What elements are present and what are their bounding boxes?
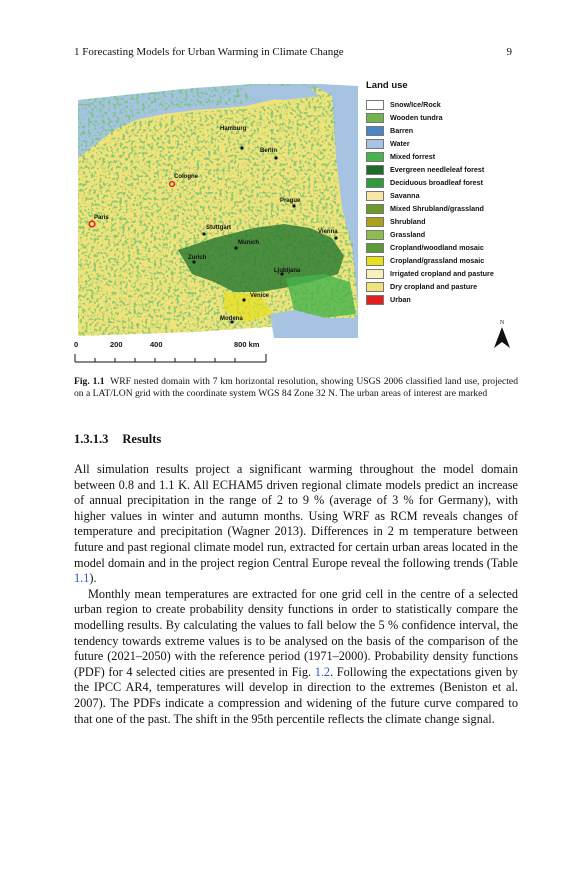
paragraph <box>74 587 518 727</box>
scale-label: 200 <box>110 340 123 349</box>
legend-title: Land use <box>366 80 408 91</box>
legend-item <box>366 254 526 267</box>
city-label: Modena <box>220 316 243 322</box>
section-title: Results <box>122 432 162 446</box>
paragraph-text: ). <box>89 571 97 586</box>
legend-swatch <box>366 282 384 292</box>
city-label: Zurich <box>188 255 207 261</box>
legend-label: Snow/Ice/Rock <box>390 100 441 109</box>
legend-swatch <box>366 204 384 214</box>
north-label: N <box>499 320 505 326</box>
city-label: Ljubljana <box>274 268 301 274</box>
legend-item <box>366 228 526 241</box>
legend-label: Evergreen needleleaf forest <box>390 165 485 174</box>
legend-label: Urban <box>390 295 411 304</box>
legend-swatch <box>366 139 384 149</box>
legend-swatch <box>366 152 384 162</box>
figure-1-1 <box>74 78 524 370</box>
legend-item <box>366 202 526 215</box>
city-label: Vienna <box>318 229 338 235</box>
page-number: 9 <box>506 46 512 58</box>
legend-swatch <box>366 217 384 227</box>
legend-label: Cropland/woodland mosaic <box>390 243 484 252</box>
legend-label: Deciduous broadleaf forest <box>390 178 484 187</box>
legend-item <box>366 124 526 137</box>
scale-bar <box>74 340 274 368</box>
legend-swatch <box>366 230 384 240</box>
legend-item <box>366 163 526 176</box>
city-label: Hamburg <box>220 126 247 132</box>
figure-caption <box>74 376 518 400</box>
scale-label: 0 <box>74 340 79 349</box>
legend-label: Wooden tundra <box>390 113 443 122</box>
legend-swatch <box>366 113 384 123</box>
legend-item <box>366 241 526 254</box>
legend-swatch <box>366 256 384 266</box>
running-header <box>74 46 512 60</box>
legend-item <box>366 111 526 124</box>
legend-item <box>366 150 526 163</box>
legend-swatch <box>366 178 384 188</box>
city-label: Prague <box>280 198 301 204</box>
legend-label: Mixed Shrubland/grassland <box>390 204 484 213</box>
legend-swatch <box>366 295 384 305</box>
legend-swatch <box>366 165 384 175</box>
caption-text: WRF nested domain with 7 km horizontal resolution, showing USGS 2006 classified land use, projected on a LAT/LON grid with the coordinate system WGS 84 Zone 32 N. The urban areas of interest are marked <box>74 376 518 399</box>
city-label: Munich <box>238 240 259 246</box>
legend-item <box>366 280 526 293</box>
legend-item <box>366 189 526 202</box>
city-label: Venice <box>250 293 270 299</box>
legend-label: Barren <box>390 126 414 135</box>
paragraph-text: Monthly mean temperatures are extracted for one grid cell in the centre of a selected urban region to create probability density functions in order to statistically compare the modelling results. By calculating the values to fall below the 5 % confidence interval, the tendency towards extreme values is to be analysed on the basis of the comparison of the future (2021–2050) with the reference period (1971–2000). Probability density functions (PDF) for 4 selected cities are presented in Fig. <box>74 586 518 679</box>
north-arrow-icon <box>492 326 512 350</box>
city-label: Stuttgart <box>206 225 231 231</box>
figure-reference-link[interactable]: 1.2 <box>314 664 331 679</box>
paragraph-text: . Following the expectations given by the IPCC AR4, temperatures will develop in direction to the extremes (Beniston et al. 2007). The PDFs indicate a compression and widening of the future curve compared to that one of the past. The shift in the 95th percentile reflects the climate change signal. <box>74 664 519 726</box>
scale-label: 400 <box>150 340 163 349</box>
legend-label: Grassland <box>390 230 426 239</box>
scale-label: 800 km <box>234 340 260 349</box>
paragraph-text: All simulation results project a significant warming throughout the model domain between 0.8 and 1.1 K. All ECHAM5 driven regional climate models predict an increase of annual precipitation in the range of 2 to 9 % (average of 3 % for Germany), with higher values in winter and autumn months. Using WRF as RCM reveals changes of temperature and precipitation (Wagner 2013). Differences in 2 m temperature between future and past regional climate model run, extracted for certain urban areas located in the model domain and in the project region Central Europe reveal the following trends (Table <box>74 462 518 570</box>
city-label: Cologne <box>174 174 198 180</box>
legend-swatch <box>366 243 384 253</box>
legend-item <box>366 176 526 189</box>
legend-label: Shrubland <box>390 217 426 226</box>
legend-item <box>366 137 526 150</box>
legend-label: Irrigated cropland and pasture <box>390 269 494 278</box>
land-use-map <box>74 78 358 338</box>
legend-label: Savanna <box>390 191 420 200</box>
legend-item <box>366 267 526 280</box>
caption-label: Fig. 1.1 <box>74 376 105 387</box>
running-header-title: 1 Forecasting Models for Urban Warming in Climate Change <box>74 46 344 58</box>
table-reference-link[interactable]: 1.1 <box>74 571 90 586</box>
legend-item <box>366 293 526 306</box>
legend-swatch <box>366 269 384 279</box>
section-heading <box>74 432 161 447</box>
city-label: Paris <box>94 215 109 221</box>
legend-label: Dry cropland and pasture <box>390 282 478 291</box>
legend-swatch <box>366 126 384 136</box>
legend-label: Water <box>390 139 410 148</box>
map-legend <box>366 80 526 306</box>
legend-label: Cropland/grassland mosaic <box>390 256 485 265</box>
north-arrow <box>492 320 512 356</box>
legend-label: Mixed forrest <box>390 152 436 161</box>
body-text <box>74 462 518 727</box>
city-label: Berlin <box>260 148 278 154</box>
legend-item <box>366 98 526 111</box>
section-number: 1.3.1.3 <box>74 432 109 446</box>
scale-ticks <box>74 352 274 364</box>
paragraph <box>74 462 518 587</box>
legend-swatch <box>366 100 384 110</box>
legend-item <box>366 215 526 228</box>
legend-swatch <box>366 191 384 201</box>
